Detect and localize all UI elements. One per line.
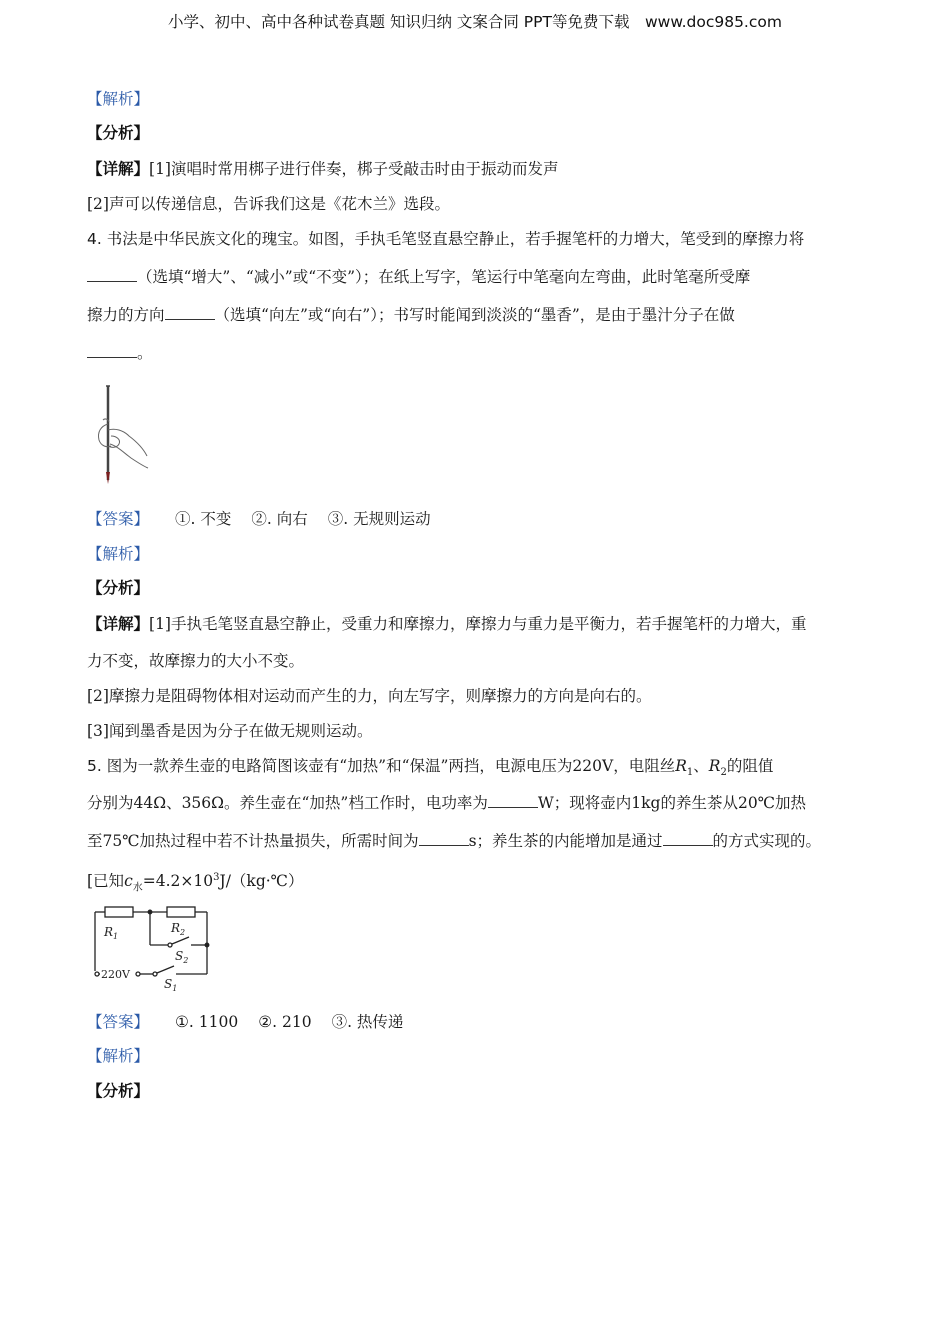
q5-blank-2 [419, 831, 469, 846]
q4-number: 4. [87, 230, 102, 248]
q4-line-1 [87, 227, 804, 251]
q5-c-symbol: c [124, 872, 133, 891]
q4-xiangjie-3: [3]闻到墨香是因为分子在做无规则运动。 [87, 722, 373, 740]
q5-line-3-text-c: 的方式实现的。 [712, 832, 822, 850]
q5-answer [87, 1010, 403, 1034]
q5-answer-tag: 【答案】 [87, 1013, 150, 1031]
q5-c-sub: 水 [132, 882, 143, 894]
q4-line-2-text: （选填“增大”、“减小”或“不变”）；在纸上写字，笔运行中笔毫向左弯曲，此时笔毫所受摩 [137, 268, 751, 286]
q5-sep: 、 [693, 757, 709, 775]
q4-xiangjie-1a [87, 612, 806, 636]
q5-line-4-text-a: [已知 [87, 872, 125, 891]
q3-xiangjie-1 [87, 157, 558, 181]
q5-line-1-text-b: 的阻值 [726, 757, 774, 775]
q3-xiangjie-2: [2]声可以传递信息，告诉我们这是《花木兰》选段。 [87, 195, 450, 213]
svg-text:R1 [103, 925, 118, 941]
q4-line-3-text-b: （选填“向左”或“向右”）；书写时能闻到淡淡的“墨香”，是由于墨汁分子在做 [214, 306, 735, 324]
q3-jiexi-tag: 【解析】 [87, 90, 150, 108]
q4-fenxi-tag: 【分析】 [87, 579, 150, 597]
q5-line-3-text-a: 至75℃加热过程中若不计热量损失，所需时间为 [87, 832, 419, 850]
q4-line-3-text-a: 擦力的方向 [87, 306, 165, 324]
circuit-r1-sub: 1 [113, 932, 119, 941]
svg-text:S2 [175, 949, 188, 965]
q5-answer-2: ②. 210 [258, 1013, 312, 1031]
circuit-s2-label: S [175, 949, 184, 963]
q5-jiexi-tag: 【解析】 [87, 1047, 150, 1065]
q5-line-3 [87, 829, 821, 853]
q4-answer-1: ①. 不变 [175, 510, 232, 528]
q5-line-4 [87, 866, 304, 900]
circuit-r1-label: R [104, 925, 114, 939]
q4-xiangjie-1b: 力不变，故摩擦力的大小不变。 [87, 652, 305, 670]
q3-xiangjie-tag: 【详解】 [87, 160, 150, 178]
q3-fenxi-tag: 【分析】 [87, 124, 150, 142]
q5-r1-sub: 1 [686, 767, 694, 779]
q4-line-3 [87, 303, 735, 327]
q4-line-4-end: 。 [137, 344, 153, 362]
q5-answer-3: ③. 热传递 [331, 1013, 404, 1031]
q5-answer-1: ①. 1100 [175, 1013, 239, 1031]
q4-answer-2: ②. 向右 [251, 510, 308, 528]
circuit-s1-label: S [164, 977, 173, 991]
q5-line-2-text-a: 分别为44Ω、356Ω。养生壶在“加热”档工作时，电功率为 [87, 794, 488, 812]
q4-blank-2 [165, 305, 215, 320]
q5-blank-3 [663, 831, 713, 846]
q5-line-1-text-a: 图为一款养生壶的电路简图该壶有“加热”和“保温”两挡，电源电压为220V，电阻丝 [106, 757, 676, 775]
q5-exponent: 3 [213, 872, 220, 883]
brush-hand-figure [93, 384, 153, 488]
q5-line-2-text-b: W；现将壶内1kg的养生茶从20℃加热 [537, 794, 807, 812]
q5-r2: R [708, 757, 721, 775]
q5-line-4-text-d: J/（kg·℃） [219, 872, 304, 891]
circuit-s2-sub: 2 [183, 956, 189, 965]
circuit-diagram [92, 904, 217, 993]
q5-line-2 [87, 791, 806, 815]
q4-jiexi-tag: 【解析】 [87, 545, 150, 563]
q5-line-3-text-b: s；养生茶的内能增加是通过 [468, 832, 663, 850]
q5-r2-sub: 2 [720, 767, 727, 779]
circuit-s1-sub: 1 [172, 984, 178, 993]
q4-answer-tag: 【答案】 [87, 510, 150, 528]
q4-xiangjie-tag: 【详解】 [87, 615, 150, 633]
q5-blank-1 [488, 793, 538, 808]
q4-blank-1 [87, 267, 137, 282]
page-header: 小学、初中、高中各种试卷真题 知识归纳 文案合同 PPT等免费下载 www.doc985.com [168, 13, 782, 31]
q4-xiangjie-1a-text: [1]手执毛笔竖直悬空静止，受重力和摩擦力，摩擦力与重力是平衡力，若手握笔杆的力增大，重 [149, 615, 807, 633]
circuit-voltage-label: 220V [101, 968, 130, 981]
q5-line-4-text-b: =4.2×10 [142, 872, 214, 891]
q4-line-2 [87, 265, 750, 289]
q5-r1: R [675, 757, 687, 775]
svg-text:S1 [164, 977, 177, 993]
q4-line-1-text: 书法是中华民族文化的瑰宝。如图，手执毛笔竖直悬空静止，若手握笔杆的力增大，笔受到的摩擦力将 [106, 230, 805, 248]
svg-text:R2 [170, 921, 185, 937]
circuit-r2-sub: 2 [180, 928, 186, 937]
q4-answer [87, 507, 431, 531]
q5-line-1 [87, 754, 773, 785]
circuit-r2-label: R [171, 921, 181, 935]
q4-xiangjie-2: [2]摩擦力是阻碍物体相对运动而产生的力，向左写字，则摩擦力的方向是向右的。 [87, 687, 652, 705]
q3-xiangjie-1-text: [1]演唱时常用梆子进行伴奏，梆子受敲击时由于振动而发声 [149, 160, 559, 178]
q5-number: 5. [87, 757, 102, 775]
q5-fenxi-tag: 【分析】 [87, 1082, 150, 1100]
q4-blank-3 [87, 343, 137, 358]
q4-answer-3: ③. 无规则运动 [327, 510, 431, 528]
q4-line-4 [87, 341, 153, 365]
